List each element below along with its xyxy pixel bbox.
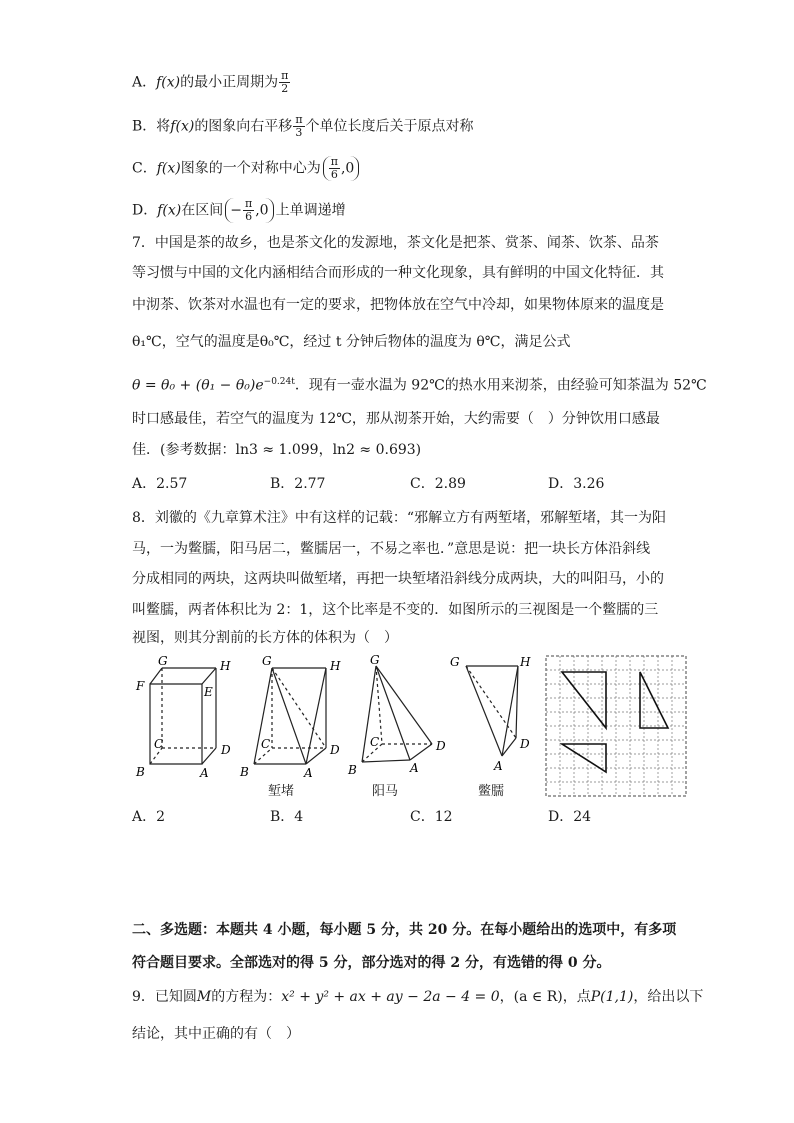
option-prefix: C．	[132, 160, 157, 177]
solid-figures	[130, 652, 690, 802]
point-p: P(1,1)	[590, 989, 634, 1005]
section2-line-1: 二、多选题：本题共 4 小题，每小题 5 分，共 20 分。在每小题给出的选项中，有多项	[132, 922, 677, 938]
interval	[225, 198, 273, 223]
q8-option-a: A．2	[132, 809, 166, 825]
label-g: G	[370, 653, 380, 667]
q7-line-7: 佳．(参考数据：ln3 ≈ 1.099，ln2 ≈ 0.693)	[132, 442, 422, 458]
label-e: E	[204, 685, 213, 699]
q8-option-d: D．24	[548, 809, 592, 825]
option-text: 的图象向右平移	[194, 118, 293, 135]
q7-option-d: D．3.26	[548, 476, 605, 492]
q7-line-5	[132, 372, 707, 396]
q6-option-c	[132, 156, 361, 181]
q9-line-1	[132, 987, 703, 1007]
q7-line-3: 中沏茶、饮茶对水温也有一定的要求，把物体放在空气中冷却，如果物体原来的温度是	[132, 297, 664, 313]
q7-option-c: C．2.89	[410, 476, 466, 492]
q7-line-5-text: ．现有一壶水温为 92℃的热水用来沏茶，由经验可知茶温为 52℃	[294, 377, 707, 394]
option-text: 图象的一个对称中心为	[180, 160, 321, 177]
minus-sign: −	[230, 202, 242, 219]
label-b: B	[136, 765, 145, 779]
interval	[323, 156, 360, 181]
caption-qiandu: 堑堵	[268, 784, 295, 799]
option-suffix: 个单位长度后关于原点对称	[305, 118, 474, 135]
denominator: 6	[330, 168, 338, 181]
option-text: 在区间	[181, 202, 224, 219]
q6-option-a	[132, 70, 291, 95]
label-g: G	[158, 654, 168, 668]
label-d: D	[221, 743, 231, 757]
numerator: π	[281, 69, 289, 82]
section2-line-2: 符合题目要求。全部选对的得 5 分，部分选对的得 2 分，有选错的得 0 分。	[132, 955, 611, 971]
interval-end: ,0	[340, 160, 355, 177]
q7-line-6: 时口感最佳，若空气的温度为 12℃，那从沏茶开始，大约需要（ ）分钟饮用口感最	[132, 411, 660, 427]
label-a: A	[304, 766, 313, 780]
label-c: C	[261, 737, 271, 751]
denominator: 3	[295, 126, 303, 139]
formula-exponent: −0.24t	[263, 377, 295, 387]
label-b: B	[240, 765, 249, 779]
q6-option-d	[132, 198, 346, 223]
label-f: F	[136, 679, 145, 693]
q6-option-b	[132, 114, 474, 139]
caption-yangma: 阳马	[372, 784, 399, 799]
label-h: H	[330, 659, 341, 673]
fx-symbol: f(x)	[157, 202, 182, 219]
option-text: 的最小正周期为	[180, 74, 279, 91]
q9-suffix: ，给出以下	[633, 989, 704, 1005]
q8-line-1: 8．刘徽的《九章算术注》中有这样的记载：“邪解立方有两堑堵，邪解堑堵，其一为阳	[132, 510, 667, 526]
q7-option-b: B．2.77	[270, 476, 326, 492]
fraction	[293, 114, 304, 139]
numerator: π	[295, 113, 303, 126]
q7-line-2: 等习惯与中国的文化内涵相结合而形成的一种文化现象，具有鲜明的中国文化特征．其	[132, 265, 664, 281]
q9-prefix: 9．已知圆	[132, 989, 197, 1005]
label-c: C	[370, 735, 380, 749]
option-prefix: B．将	[132, 118, 171, 135]
q8-option-b: B．4	[270, 809, 304, 825]
q8-line-4: 叫鳖臑，两者体积比为 2：1，这个比率是不变的．如图所示的三视图是一个鳖臑的三	[132, 602, 659, 618]
q7-line-4: θ₁℃，空气的温度是θ₀℃，经过 t 分钟后物体的温度为 θ℃，满足公式	[132, 334, 571, 350]
q8-line-2: 马，一为鳖臑，阳马居二，鳖臑居一，不易之率也．”意思是说：把一块长方体沿斜线	[132, 541, 651, 557]
label-h: H	[520, 655, 531, 669]
label-d: D	[520, 737, 530, 751]
circle-equation: x² + y² + ax + ay − 2a − 4 = 0	[281, 989, 500, 1005]
label-g: G	[262, 654, 272, 668]
label-b: B	[348, 763, 357, 777]
q9-line-2: 结论，其中正确的有（ ）	[132, 1026, 300, 1042]
caption-bienao: 鳖臑	[478, 784, 505, 799]
three-view-grid	[546, 656, 686, 796]
bienao-figure	[466, 666, 518, 756]
q8-option-c: C．12	[410, 809, 453, 825]
label-a: A	[494, 759, 503, 773]
label-d: D	[436, 739, 446, 753]
fraction	[329, 156, 340, 181]
circle-m-symbol: M	[196, 989, 212, 1005]
fx-symbol: f(x)	[170, 118, 195, 135]
q8-line-3: 分成相同的两块，这两块叫做堑堵，再把一块堑堵沿斜线分成两块，大的叫阳马，小的	[132, 571, 664, 587]
fx-symbol: f(x)	[156, 160, 181, 177]
denominator: 6	[245, 210, 253, 223]
denominator: 2	[281, 82, 289, 95]
q7-line-1: 7．中国是茶的故乡，也是茶文化的发源地，茶文化是把茶、赏茶、闻茶、饮茶、品茶	[132, 235, 659, 251]
fraction	[243, 198, 254, 223]
q9-mid: 的方程为：	[211, 989, 282, 1005]
label-d: D	[330, 743, 340, 757]
label-h: H	[220, 659, 231, 673]
front-view	[562, 672, 606, 728]
q7-option-a: A．2.57	[132, 476, 188, 492]
label-g: G	[450, 655, 460, 669]
interval-end: ,0	[255, 202, 269, 219]
option-prefix: D．	[132, 202, 158, 219]
option-prefix: A．	[132, 74, 157, 91]
numerator: π	[330, 155, 338, 168]
label-a: A	[200, 766, 209, 780]
fraction	[279, 70, 290, 95]
numerator: π	[244, 197, 253, 210]
q8-line-5: 视图，则其分割前的长方体的体积为（ ）	[132, 630, 398, 646]
fx-symbol: f(x)	[156, 74, 181, 91]
option-suffix: 上单调递增	[275, 202, 346, 219]
label-c: C	[154, 737, 164, 751]
label-a: A	[410, 761, 419, 775]
cooling-formula: θ = θ₀ + (θ₁ − θ₀)e	[132, 377, 264, 394]
q9-condition: ，(a ∈ R)，点	[499, 989, 591, 1005]
